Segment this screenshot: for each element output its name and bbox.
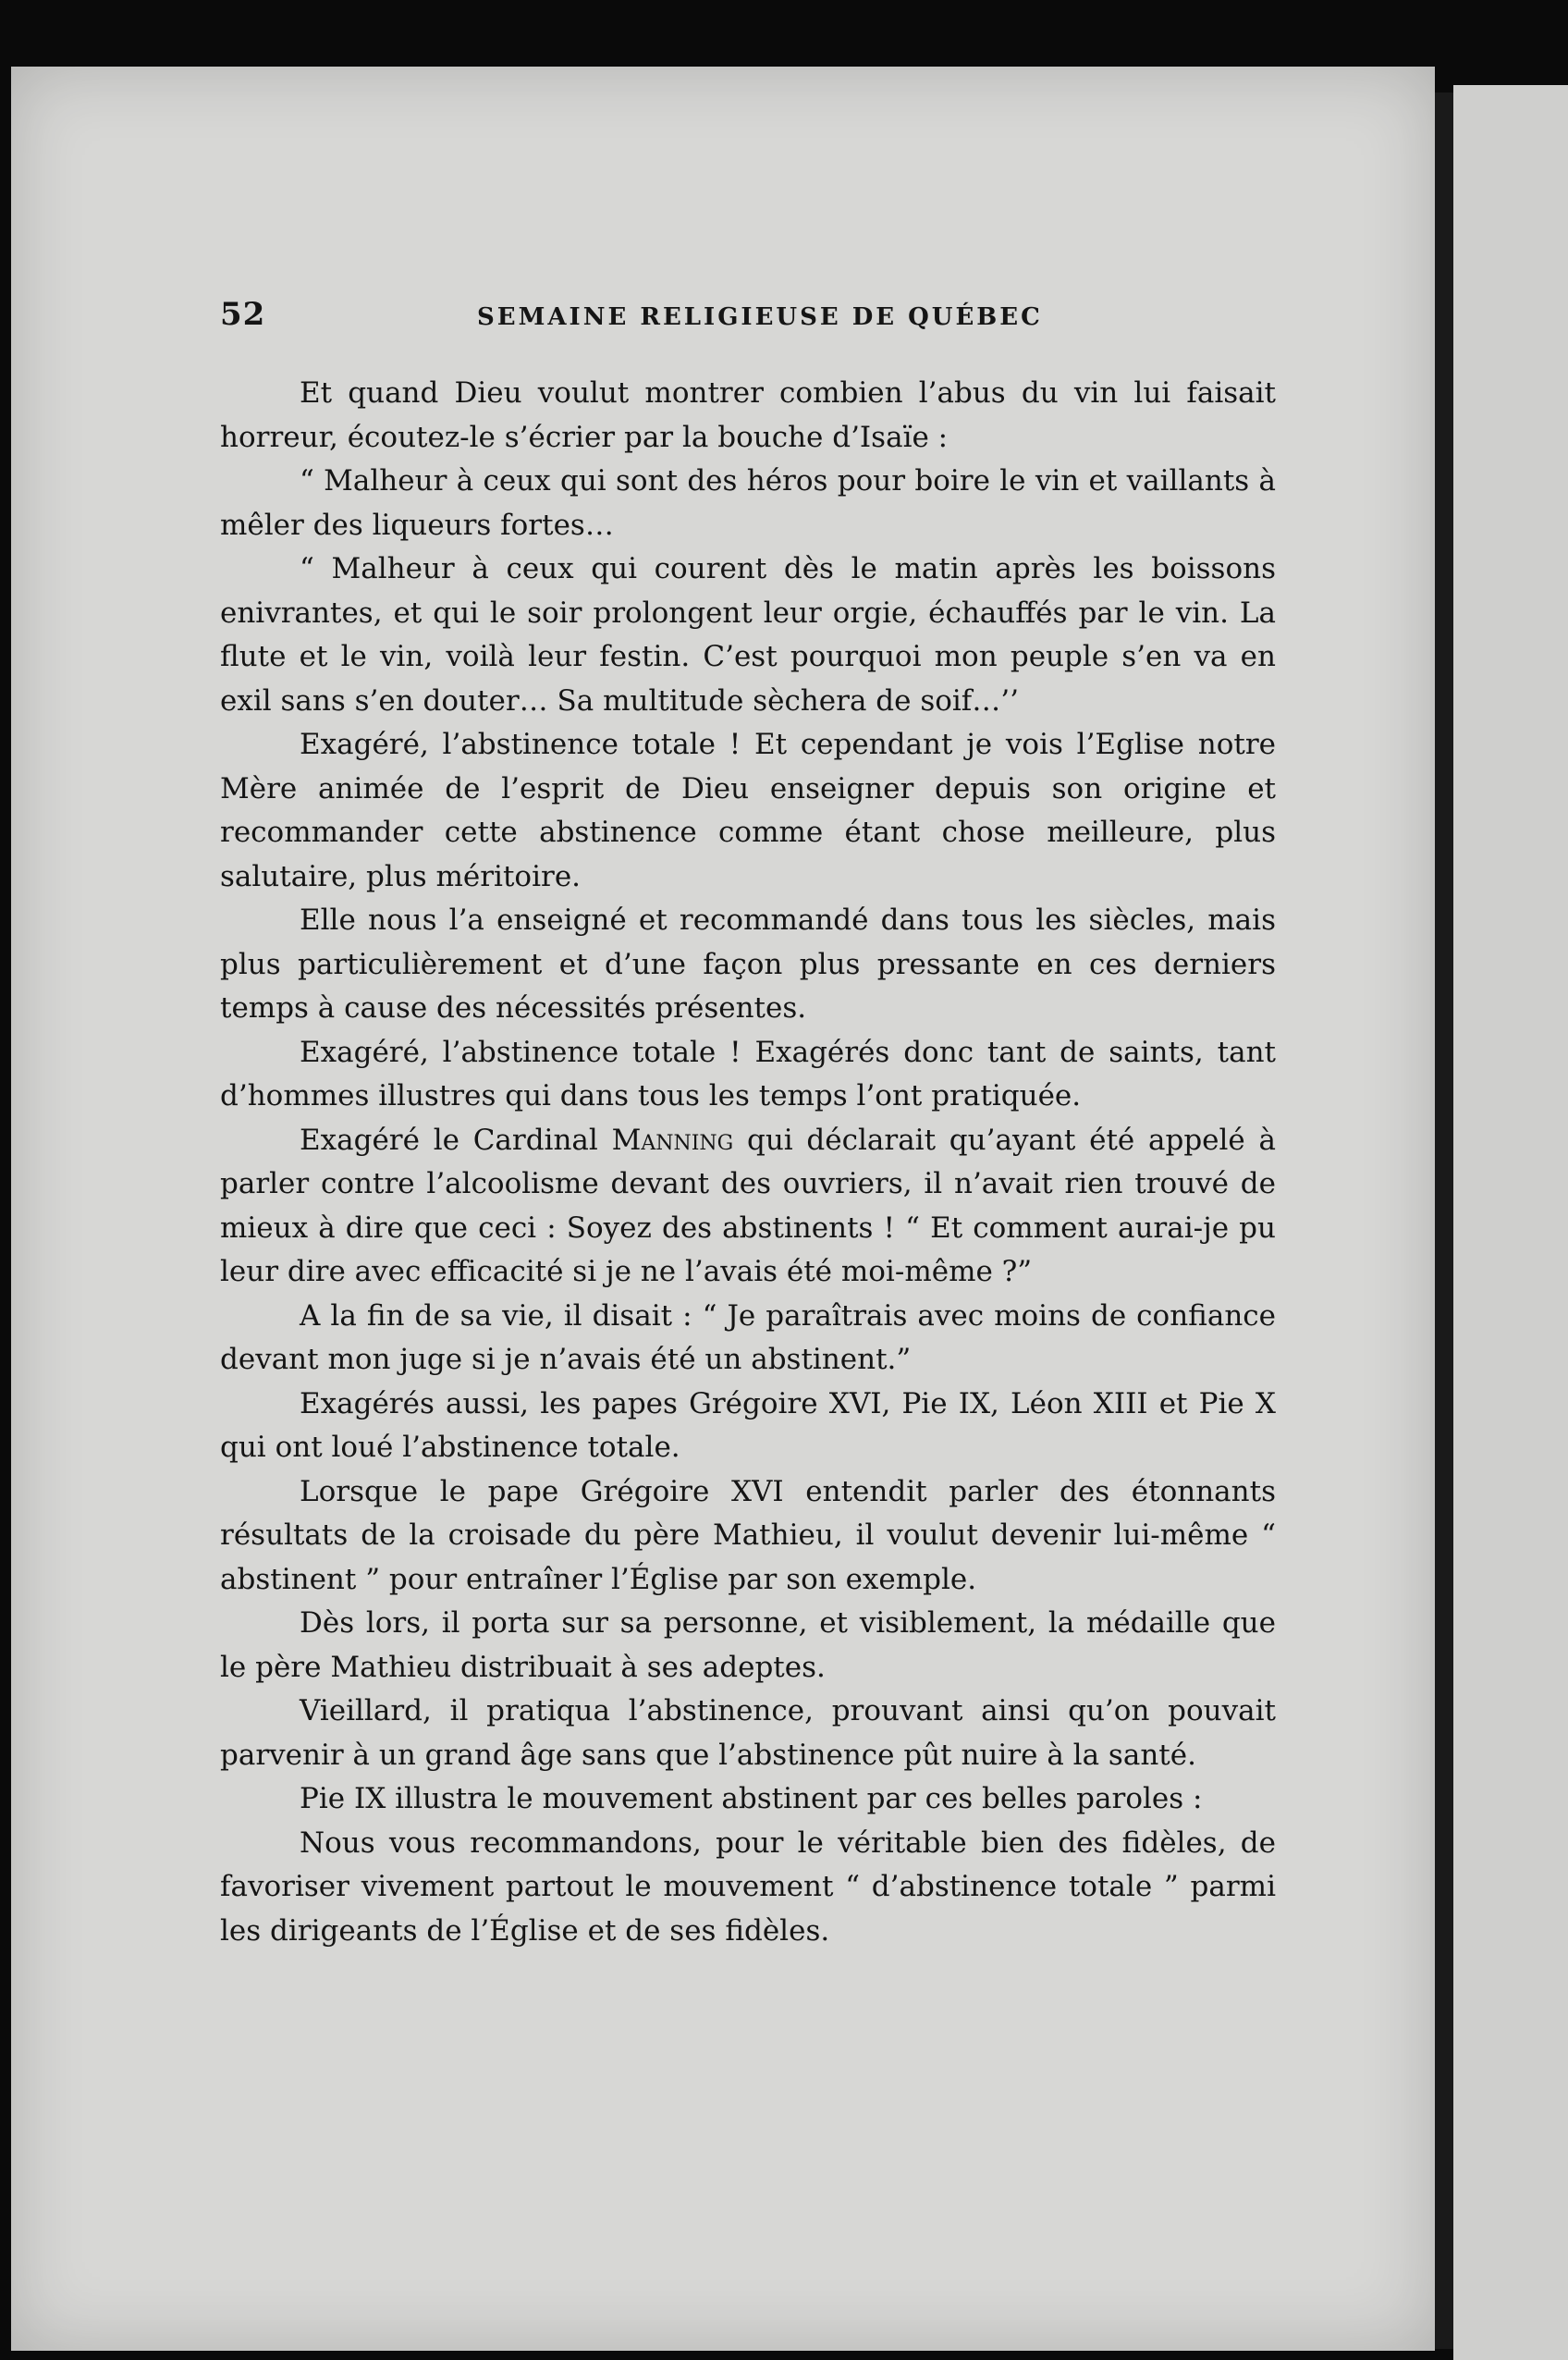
paragraph: Et quand Dieu voulut montrer combien l’abus du vin lui faisait horreur, écoutez-le s’écrier par la bouche d’Isaïe :: [220, 376, 1276, 454]
paragraph: Exagéré, l’abstinence totale ! Et cependant je vois l’Eglise notre Mère animée de l’esprit de Dieu enseigner depuis son origine et recommander cette abstinence comme étant chose meilleure, plus salutaire, plus méritoire.: [220, 728, 1276, 893]
paragraph-manning: [220, 1119, 1276, 1295]
paragraph: Nous vous recommandons, pour le véritable bien des fidèles, de favoriser vivement partout le mouvement “ d’abstinence totale ” parmi les dirigeants de l’Église et de ses fidèles.: [220, 1825, 1276, 1948]
running-head: SEMAINE RELIGIEUSE DE QUÉBEC: [477, 303, 1043, 331]
small-caps-name: Manning: [611, 1123, 734, 1157]
paragraph-text: qui déclarait qu’ayant été appelé à parler contre l’alcoolisme devant des ouvriers, il n’avait rien trouvé de mieux à dire que ceci : Soyez des abstinents ! “ Et comment aurai-je pu leur dire avec efficacité si je ne l’avais été moi-même ?”: [220, 1123, 1276, 1288]
paragraph: “ Malheur à ceux qui sont des héros pour boire le vin et vaillants à mêler des liqueurs fortes…: [220, 464, 1276, 542]
page-header: [220, 296, 1292, 342]
paragraph: A la fin de sa vie, il disait : “ Je paraîtrais avec moins de confiance devant mon juge si je n’avais été un abstinent.”: [220, 1298, 1276, 1376]
paragraph: Exagéré, l’abstinence totale ! Exagérés donc tant de saints, tant d’hommes illustres qui dans tous les temps l’ont pratiquée.: [220, 1035, 1276, 1112]
paragraph: Elle nous l’a enseigné et recommandé dans tous les siècles, mais plus particulièrement et d’une façon plus pressante en ces derniers temps à cause des nécessités présentes.: [220, 903, 1276, 1025]
paragraph: “ Malheur à ceux qui courent dès le matin après les boissons enivrantes, et qui le soir prolongent leur orgie, échauffés par le vin. La flute et le vin, voilà leur festin. C’est pourquoi mon peuple s’en va en exil sans s’en douter… Sa multitude sèchera de soif…’’: [220, 552, 1276, 718]
paragraph: Lorsque le pape Grégoire XVI entendit parler des étonnants résultats de la croisade du père Mathieu, il voulut devenir lui-même “ abstinent ” pour entraîner l’Église par son exemple.: [220, 1474, 1276, 1596]
paragraph: Vieillard, il pratiqua l’abstinence, prouvant ainsi qu’on pouvait parvenir à un grand âge sans que l’abstinence pût nuire à la santé.: [220, 1694, 1276, 1772]
paragraph-text: Exagéré le Cardinal: [300, 1123, 612, 1157]
page-gutter-shadow: [1435, 92, 1453, 2349]
page-body-text: [220, 372, 1276, 1953]
paragraph: Dès lors, il porta sur sa personne, et visiblement, la médaille que le père Mathieu distribuait à ses adeptes.: [220, 1606, 1276, 1684]
adjacent-page-edge: [1453, 85, 1568, 2360]
paragraph: Exagérés aussi, les papes Grégoire XVI, Pie IX, Léon XIII et Pie X qui ont loué l’abstinence totale.: [220, 1386, 1276, 1464]
paragraph: Pie IX illustra le mouvement abstinent par ces belles paroles :: [300, 1782, 1203, 1815]
page-number: 52: [220, 296, 266, 333]
